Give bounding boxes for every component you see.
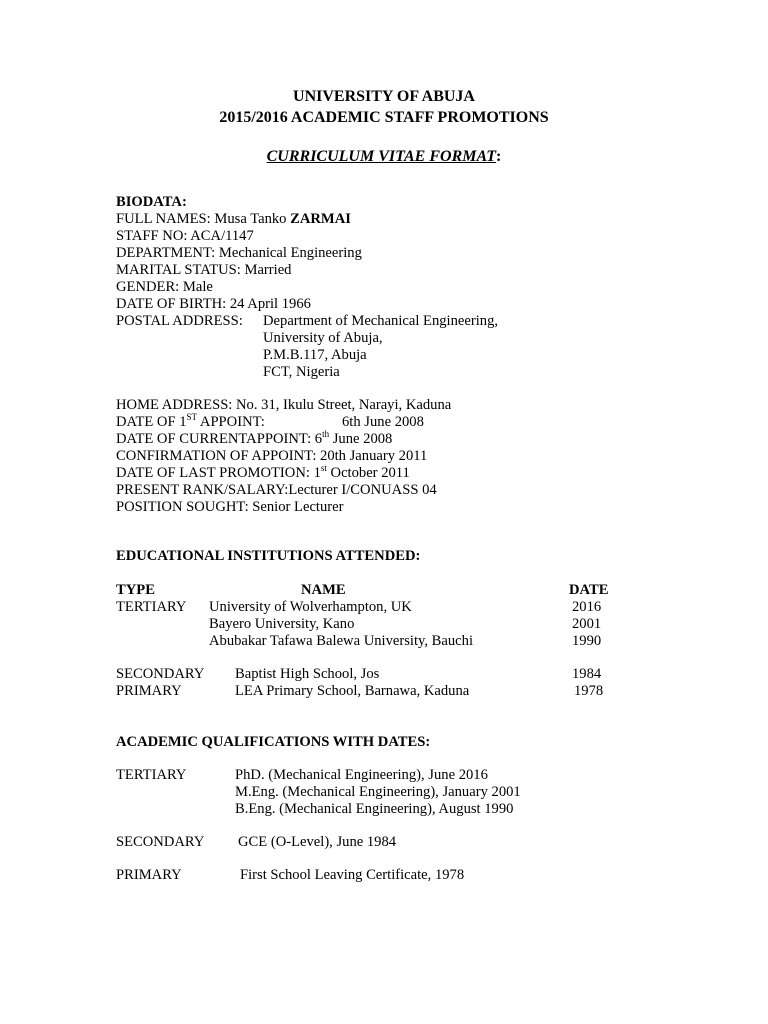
date-of-birth-line: DATE OF BIRTH: 24 April 1966: [116, 296, 311, 312]
education-row-type: SECONDARY: [116, 666, 205, 682]
education-row-name: LEA Primary School, Barnawa, Kaduna: [235, 683, 470, 699]
postal-address-line: P.M.B.117, Abuja: [263, 347, 367, 363]
education-col-date: DATE: [569, 582, 609, 598]
qualifications-heading: ACADEMIC QUALIFICATIONS WITH DATES:: [116, 734, 431, 750]
education-row-type: TERTIARY: [116, 599, 187, 615]
postal-address-line: FCT, Nigeria: [263, 364, 340, 380]
qualification-item: M.Eng. (Mechanical Engineering), January 2001: [235, 784, 521, 800]
education-col-name: NAME: [301, 582, 346, 598]
full-names-label: FULL NAMES:: [116, 211, 215, 227]
marital-status-line: MARITAL STATUS: Married: [116, 262, 292, 278]
qualifications-primary-label: PRIMARY: [116, 867, 182, 883]
postal-address-label: POSTAL ADDRESS:: [116, 313, 243, 329]
home-address-line: HOME ADDRESS: No. 31, Ikulu Street, Narayi, Kaduna: [116, 397, 452, 413]
present-rank-line: PRESENT RANK/SALARY:Lecturer I/CONUASS 04: [116, 482, 437, 498]
current-appointment-sup: th: [322, 429, 330, 440]
education-row-name: Bayero University, Kano: [209, 616, 355, 632]
education-row-date: 1990: [572, 633, 602, 649]
first-appointment-sup: ST: [186, 412, 198, 423]
qualifications-tertiary-label: TERTIARY: [116, 767, 187, 783]
last-promotion-label: DATE OF LAST PROMOTION: 1: [116, 465, 321, 481]
education-heading: EDUCATIONAL INSTITUTIONS ATTENDED:: [116, 548, 421, 564]
qualifications-secondary-label: SECONDARY: [116, 834, 205, 850]
last-promotion-value: October 2011: [326, 465, 410, 481]
last-promotion-line: [116, 465, 410, 482]
first-appointment-label-end: APPOINT:: [197, 414, 265, 430]
department-line: DEPARTMENT: Mechanical Engineering: [116, 245, 362, 261]
current-appointment-label: DATE OF CURRENTAPPOINT: 6: [116, 431, 323, 447]
education-row-date: 1978: [574, 683, 604, 699]
postal-address-line: Department of Mechanical Engineering,: [263, 313, 499, 329]
biodata-heading: BIODATA:: [116, 194, 187, 210]
staff-no-line: STAFF NO: ACA/1147: [116, 228, 254, 244]
full-names-given: Musa Tanko: [214, 211, 291, 227]
cv-format-colon: :: [496, 148, 502, 165]
position-sought-line: POSITION SOUGHT: Senior Lecturer: [116, 499, 344, 515]
education-row-date: 2016: [572, 599, 602, 615]
postal-address-line: University of Abuja,: [263, 330, 383, 346]
qualification-item: B.Eng. (Mechanical Engineering), August 1990: [235, 801, 514, 817]
qualification-item: GCE (O-Level), June 1984: [238, 834, 397, 850]
education-row-name: Abubakar Tafawa Balewa University, Bauchi: [209, 633, 474, 649]
first-appointment-value: 6th June 2008: [342, 414, 424, 430]
promotions-title: 2015/2016 ACADEMIC STAFF PROMOTIONS: [219, 109, 549, 126]
education-row-date: 2001: [572, 616, 602, 632]
gender-line: GENDER: Male: [116, 279, 213, 295]
education-row-name: University of Wolverhampton, UK: [209, 599, 412, 615]
cv-format-title: CURRICULUM VITAE FORMAT: [266, 148, 497, 165]
current-appointment-line: [116, 431, 392, 448]
qualification-item: First School Leaving Certificate, 1978: [240, 867, 465, 883]
qualification-item: PhD. (Mechanical Engineering), June 2016: [235, 767, 488, 783]
first-appointment-line: [116, 414, 265, 431]
university-title: UNIVERSITY OF ABUJA: [293, 88, 475, 105]
last-promotion-sup: st: [320, 463, 327, 474]
full-names-surname: ZARMAI: [290, 211, 351, 227]
full-names-line: [116, 211, 351, 228]
cv-format-heading: [0, 148, 768, 166]
first-appointment-label: DATE OF 1: [116, 414, 187, 430]
confirmation-line: CONFIRMATION OF APPOINT: 20th January 2011: [116, 448, 428, 464]
education-col-type: TYPE: [116, 582, 155, 598]
current-appointment-value: June 2008: [329, 431, 393, 447]
education-row-type: PRIMARY: [116, 683, 182, 699]
education-row-date: 1984: [572, 666, 602, 682]
education-row-name: Baptist High School, Jos: [235, 666, 380, 682]
